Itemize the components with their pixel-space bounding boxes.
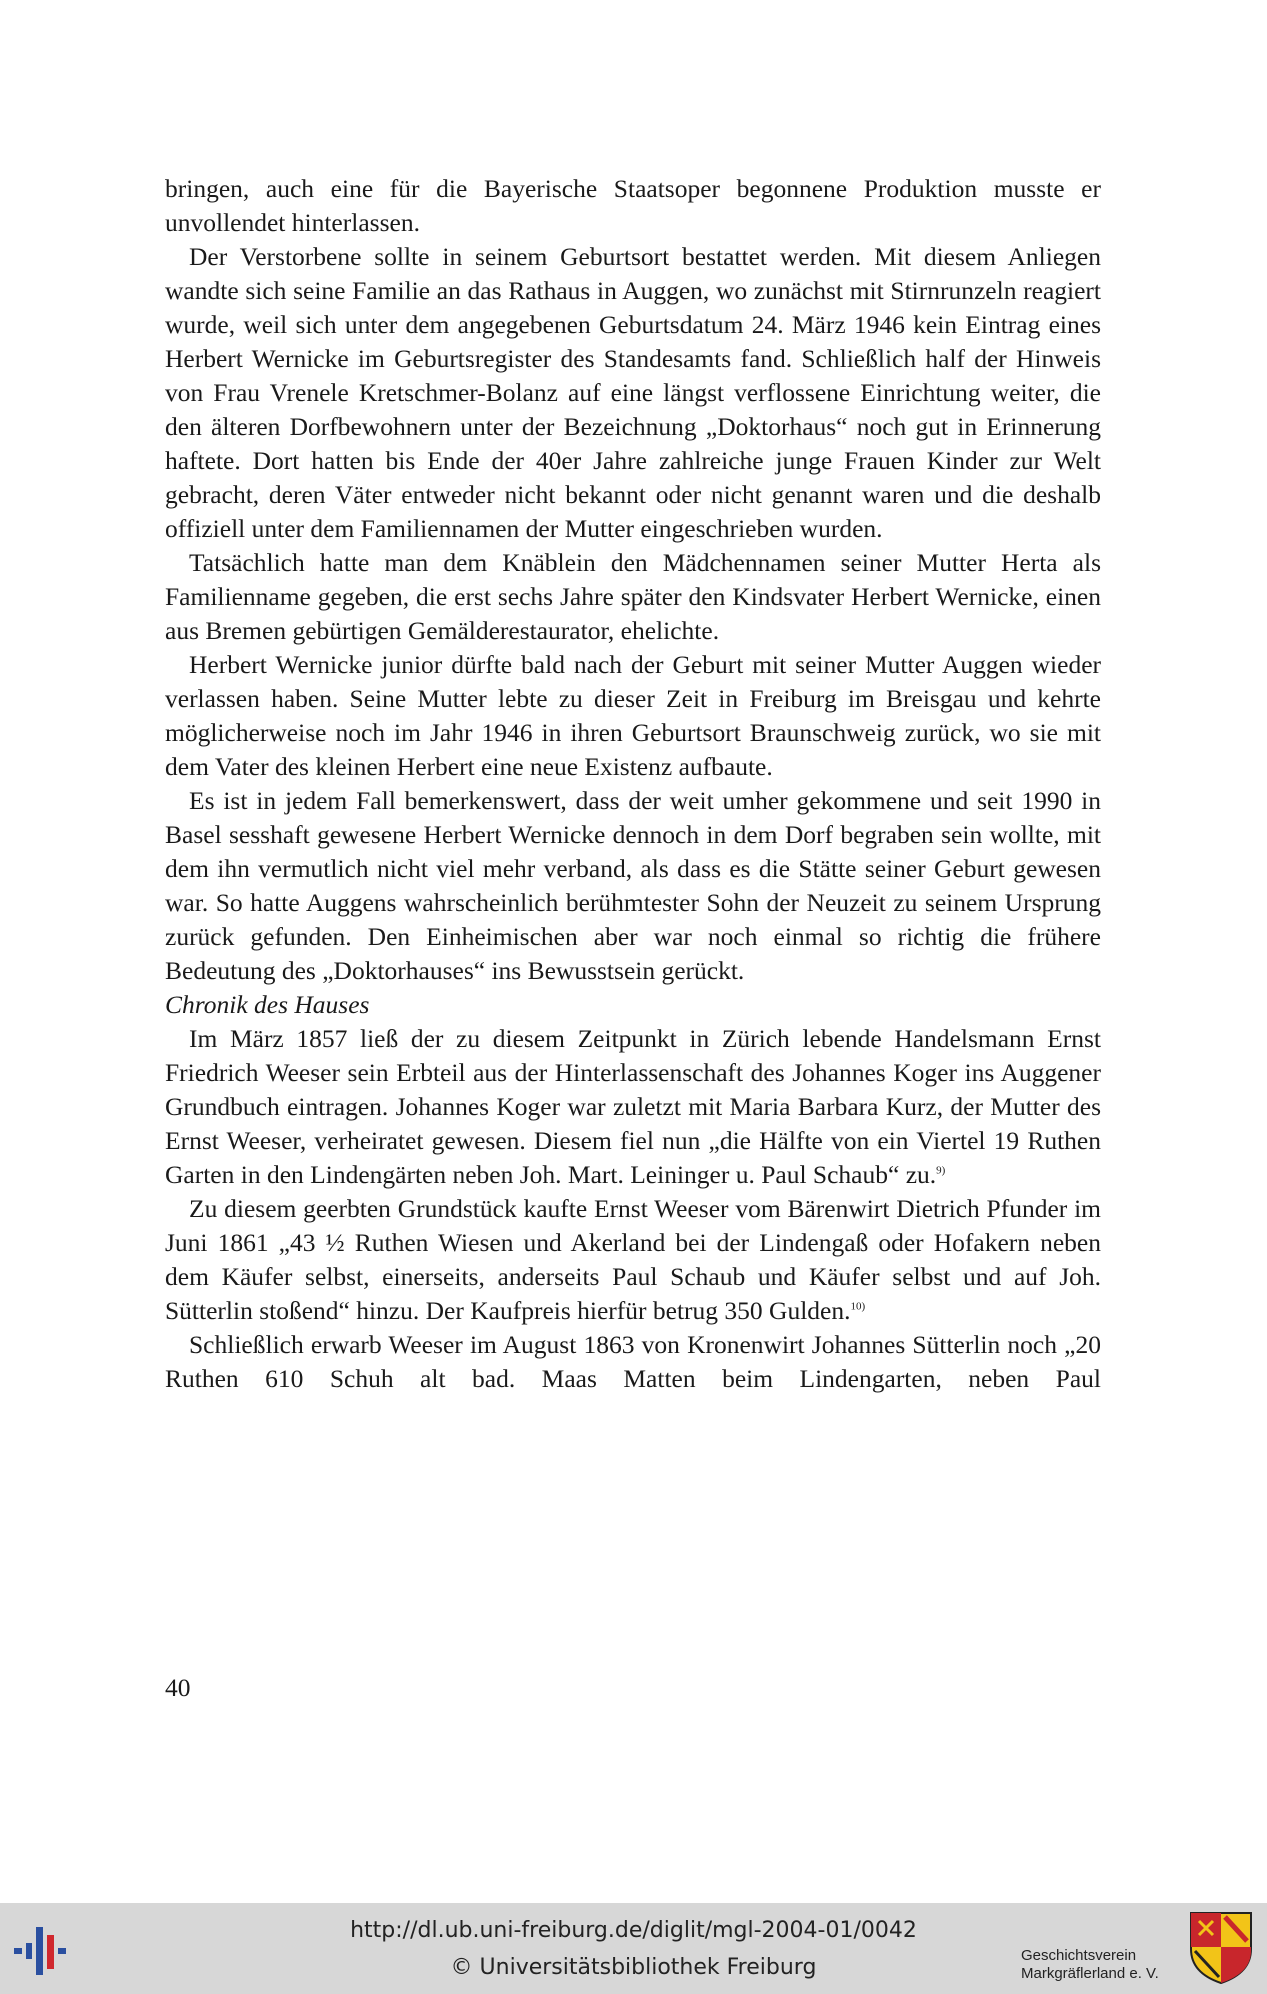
footnote-ref: 10)	[850, 1300, 866, 1313]
paragraph: Tatsächlich hatte man dem Knäblein den Mädchennamen seiner Mutter Herta als Familienname gegeben, die erst sechs Jahre später den Kindsvater Herbert Wernicke, einen aus Bremen gebürtigen Gemälderestaurator, ehelichte.	[165, 548, 1101, 645]
page-number: 40	[165, 1673, 191, 1702]
footer-url-link[interactable]: http://dl.ub.uni-freiburg.de/diglit/mgl-2004-01/0042	[350, 1918, 917, 1943]
footnote-ref: 9)	[936, 1164, 946, 1177]
paragraph	[165, 1328, 1101, 1396]
paragraph	[165, 1022, 1101, 1192]
section-heading: Chronik des Hauses	[165, 990, 370, 1019]
society-name	[1021, 1947, 1159, 1983]
paragraph: Es ist in jedem Fall bemerkenswert, dass der weit umher gekommene und seit 1990 in Basel sesshaft gewesene Herbert Wernicke dennoch in dem Dorf begraben sein wollte, mit dem ihn vermutlich nicht viel mehr verband, als dass es die Stätte seiner Geburt gewesen war. So hatte Auggens wahrscheinlich berühmtester Sohn der Neuzeit zu seinem Ursprung zurück gefunden. Den Einheimischen aber war noch einmal so richtig die frühere Bedeutung des „Doktorhauses“ ins Bewusstsein gerückt.	[165, 786, 1101, 985]
paragraph: Herbert Wernicke junior dürfte bald nach der Geburt mit seiner Mutter Auggen wieder verlassen haben. Seine Mutter lebte zu dieser Zeit in Freiburg im Breisgau und kehrte möglicherweise noch im Jahr 1946 in ihren Geburtsort Braunschweig zurück, wo sie mit dem Vater des kleinen Herbert eine neue Existenz aufbaute.	[165, 650, 1101, 781]
footer-bar	[0, 1903, 1267, 1994]
society-name-line: Markgräflerland e. V.	[1021, 1965, 1159, 1982]
page-text	[165, 172, 1101, 1396]
paragraph-text: Zu diesem geerbten Grundstück kaufte Ernst Weeser vom Bärenwirt Dietrich Pfunder im Juni 1861 „43 ½ Ruthen Wiesen und Akerland bei der Lindengaß oder Hofakern neben dem Käufer selbst, einerseits, anderseits Paul Schaub und Käufer selbst und auf Joh. Sütterlin stoßend“ hinzu. Der Kaufpreis hierfür betrug 350 Gulden.	[165, 1194, 1101, 1325]
paragraph-text: Im März 1857 ließ der zu diesem Zeitpunkt in Zürich lebende Handelsmann Ernst Friedrich Weeser sein Erbteil aus der Hinterlassenschaft des Johannes Koger ins Auggener Grundbuch eintragen. Johannes Koger war zuletzt mit Maria Barbara Kurz, der Mutter des Ernst Weeser, verheiratet gewesen. Diesem fiel nun „die Hälfte von ein Viertel 19 Ruthen Garten in den Lindengärten neben Joh. Mart. Leininger u. Paul Schaub“ zu.	[165, 1024, 1101, 1189]
paragraph: bringen, auch eine für die Bayerische Staatsoper begonnene Produktion musste er unvollendet hinterlassen.	[165, 174, 1101, 237]
coat-of-arms-icon	[1189, 1911, 1253, 1985]
paragraph-text: Schließlich erwarb Weeser im August 1863 von Kronenwirt Johannes Sütterlin noch „20 Ruthen 610 Schuh alt bad. Maas Matten beim Lindengarten, neben Paul	[165, 1330, 1101, 1393]
society-name-line: Geschichtsverein	[1021, 1947, 1137, 1964]
paragraph	[165, 1192, 1101, 1328]
paragraph: Der Verstorbene sollte in seinem Geburtsort bestattet werden. Mit diesem Anliegen wandte sich seine Familie an das Rathaus in Auggen, wo zunächst mit Stirnrunzeln reagiert wurde, weil sich unter dem angegebenen Geburtsdatum 24. März 1946 kein Eintrag eines Herbert Wernicke im Geburtsregister des Standesamts fand. Schließlich half der Hinweis von Frau Vrenele Kretschmer-Bolanz auf eine längst verflossene Einrichtung weiter, die den älteren Dorfbewohnern unter der Bezeichnung „Doktorhaus“ noch gut in Erinnerung haftete. Dort hatten bis Ende der 40er Jahre zahlreiche junge Frauen Kinder zur Welt gebracht, deren Väter entweder nicht bekannt oder nicht genannt waren und die deshalb offiziell unter dem Familiennamen der Mutter eingeschrieben wurden.	[165, 242, 1101, 543]
footer-copyright: © Universitätsbibliothek Freiburg	[450, 1955, 817, 1980]
